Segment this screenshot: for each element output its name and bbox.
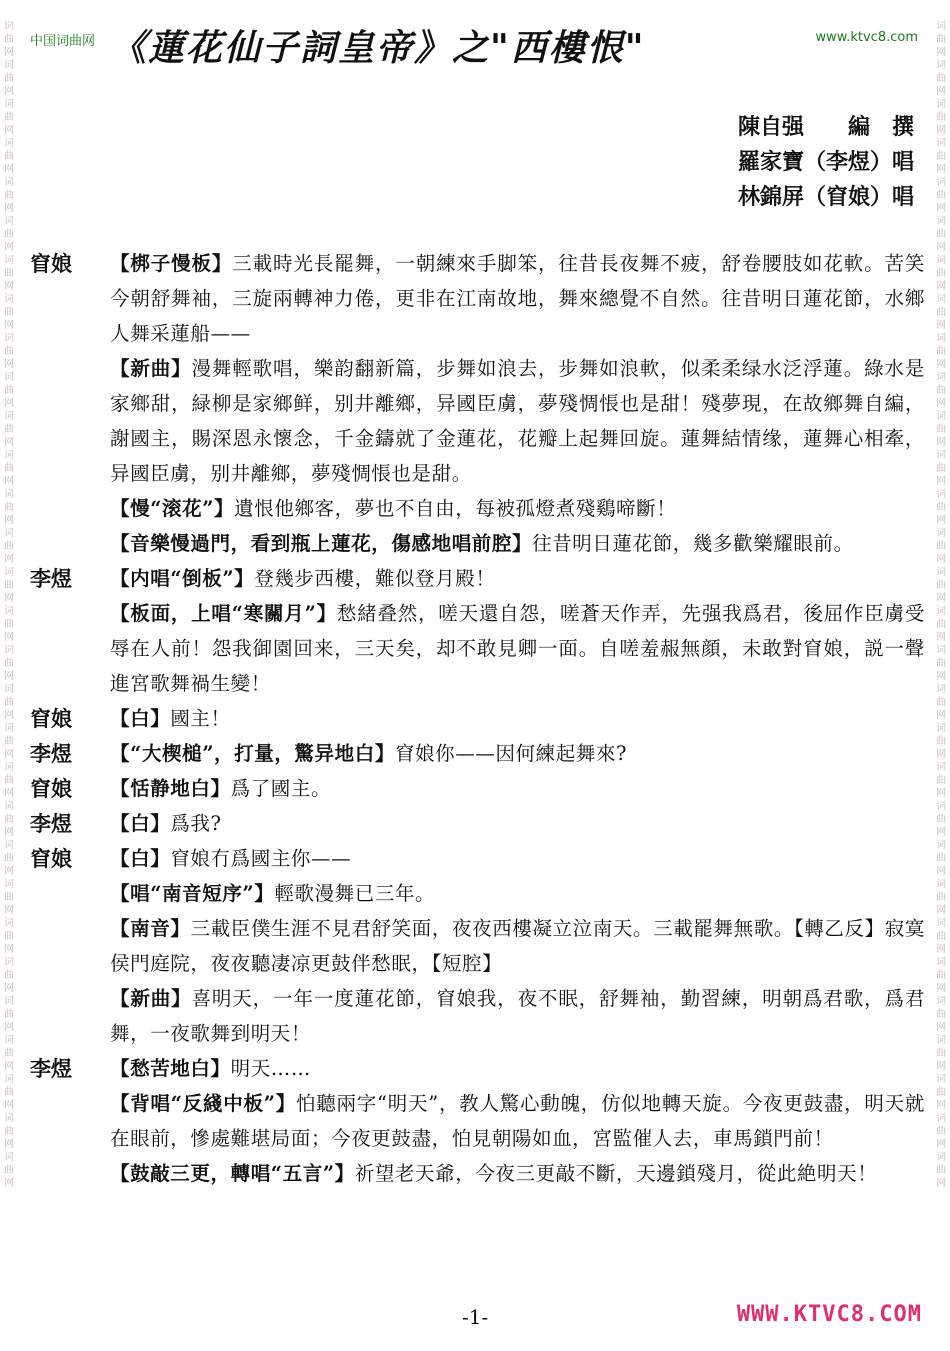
side-watermark-left: 词曲网词曲网词曲网词曲网词曲网词曲网词曲网词曲网词曲网词曲网词曲网词曲网词曲网词曲网词曲网词曲网词曲网词曲网词曲网词曲网词曲网词曲网词曲网词曲网词曲网词曲网词曲网词曲网词曲网词曲网 [4,21,14,1189]
lyric-segment [110,246,925,351]
lyric-segment [110,841,925,876]
dialogue-row [30,701,925,736]
stage-direction-tag: 【梆子慢板】 [110,252,233,275]
lyric-text: 喜明天，一年一度蓮花節，窅娘我，夜不眠，舒舞袖，勤習練，明朝爲君歌，爲君舞，一夜歌舞到明天！ [110,987,925,1045]
credit-author: 陳自强 編 撰 [737,114,914,140]
stage-direction-tag: 【鼓敲三更，轉唱“五言”】 [110,1162,355,1185]
speaker-name: 李煜 [30,566,72,591]
lyric-text: 漫舞輕歌唱，樂韵翻新篇，步舞如浪去，步舞如浪軟，似柔柔绿水泛浮蓮。綠水是家鄉甜，緑柳是家鄉鲜，别井離鄉，异國臣虜，夢殘惆悵也是甜！殘夢現，在故鄉舞自編，謝國主，賜深恩永懷念，千金鑄就了金蓮花，花瓣上起舞回旋。蓮舞結情缘，蓮舞心相牽，异國臣虜，别井離鄉，夢殘惆悵也是甜。 [110,357,925,485]
lyric-segment [110,491,925,526]
dialogue-lines [110,806,925,841]
ktvc8-logo: WWW.KTVC8.COM [736,1302,922,1327]
lyric-text: 輕歌漫舞已三年。 [274,882,436,905]
dialogue-lines [110,771,925,806]
lyric-segment [110,701,925,736]
lyric-text: 明天…… [230,1057,312,1080]
stage-direction-tag: 【恬静地白】 [110,777,231,800]
lyric-text: 爲了國主。 [230,777,332,800]
stage-direction-tag: 【慢“滚花”】 [110,497,235,520]
stage-direction-tag: 【背唱“反綫中板”】 [110,1092,296,1115]
lyric-text: 窅娘冇爲國主你—— [170,847,352,870]
stage-direction-tag: 【新曲】 [110,357,192,380]
lyric-segment [110,736,925,771]
credits-block [738,110,914,215]
speaker-name: 李煜 [30,811,72,836]
lyric-segment [110,771,925,806]
lyric-segment [110,981,925,1051]
stage-direction-tag: 【唱“南音短序”】 [110,882,275,905]
lyric-segment [110,1051,925,1086]
speaker-name: 李煜 [30,741,72,766]
stage-direction-tag: 【愁苦地白】 [110,1057,231,1080]
credit-singer-yao-niang: 林錦屏（窅娘）唱 [737,184,914,210]
script-body [30,246,925,1191]
dialogue-row [30,246,925,561]
lyric-segment [110,911,925,981]
speaker-name: 李煜 [30,1056,72,1081]
site-url-right: www.ktvc8.com [815,30,918,45]
lyric-text: 登幾步西樓，難似登月殿！ [254,567,496,590]
dialogue-row [30,771,925,806]
dialogue-lines [110,561,925,701]
page-title: 《蓮花仙子詞皇帝》之"西樓恨" [110,27,646,69]
stage-direction-tag: 【新曲】 [110,987,192,1010]
stage-direction-tag: 【南音】 [110,917,191,940]
lyric-text: 愁緒叠然，嗟天還自怨，嗟蒼天作弄，先强我爲君，後屈作臣虜受辱在人前！怨我御園回来，三天矣，却不敢見卿一面。自嗟羞赧無顔，未敢對窅娘，説一聲進宮歌舞禍生變！ [110,602,925,695]
lyric-text: 怕聽兩字“明天”，教人驚心動魄，仿似地轉天旋。今夜更鼓盡，明天就在眼前，慘處難堪局面；今夜更鼓盡，怕見朝陽如血，宮監催人去，車馬鎖門前！ [110,1092,925,1150]
dialogue-lines [110,736,925,771]
stage-direction-tag: 【板面，上唱“寒關月”】 [110,602,337,625]
dialogue-lines [110,701,925,736]
dialogue-row [30,806,925,841]
page-number: -1- [462,1305,489,1329]
stage-direction-tag: 【音樂慢過門，看到瓶上蓮花，傷感地唱前腔】 [110,532,533,555]
lyric-text: 爲我? [170,812,222,835]
lyric-segment [110,596,925,701]
site-name-left: 中国词曲网 [30,34,96,49]
dialogue-lines [110,246,925,561]
stage-direction-tag: 【白】 [110,812,171,835]
speaker-name: 窅娘 [30,846,72,871]
lyric-segment [110,1156,925,1191]
speaker-name: 窅娘 [30,706,72,731]
dialogue-lines [110,1051,925,1191]
lyric-segment [110,561,925,596]
stage-direction-tag: 【白】 [110,847,171,870]
credit-singer-li-yu: 羅家寶（李煜）唱 [737,149,914,175]
speaker-name: 窅娘 [30,776,72,801]
side-watermark-right: 词曲网词曲网词曲网词曲网词曲网词曲网词曲网词曲网词曲网词曲网词曲网词曲网词曲网词曲网词曲网词曲网词曲网词曲网词曲网词曲网词曲网词曲网词曲网词曲网词曲网词曲网词曲网词曲网词曲网词曲网 [936,21,946,1189]
lyric-segment [110,351,925,491]
lyric-text: 國主！ [170,707,231,730]
dialogue-row [30,1051,925,1191]
lyric-text: 窅娘你——因何練起舞來? [394,742,628,765]
dialogue-row [30,736,925,771]
stage-direction-tag: 【白】 [110,707,171,730]
lyric-text: 祈望老天爺，今夜三更敲不斷，天邊鎖殘月，從此絶明天！ [354,1162,878,1185]
dialogue-row [30,841,925,1051]
lyric-text: 三載時光長罷舞，一朝練來手脚笨，往昔長夜舞不疲，舒卷腰肢如花軟。苦笑今朝舒舞袖，三旋兩轉神力倦，更非在江南故地，舞來總覺不自然。往昔明日蓮花節，水鄉人舞采蓮船—— [110,252,925,345]
lyric-text: 往昔明日蓮花節，幾多歡樂耀眼前。 [532,532,854,555]
stage-direction-tag: 【内唱“倒板”】 [110,567,255,590]
lyric-segment [110,526,925,561]
lyric-segment [110,876,925,911]
lyric-segment [110,806,925,841]
lyric-text: 三載臣僕生涯不見君舒笑面，夜夜西樓凝立泣南天。三載罷舞無歌。【轉乙反】寂寞侯門庭院，夜夜聽凄凉更鼓伴愁眠，【短腔】 [110,917,925,975]
stage-direction-tag: 【“大楔槌”，打量，驚异地白】 [110,742,395,765]
speaker-name: 窅娘 [30,251,72,276]
dialogue-lines [110,841,925,1051]
dialogue-row [30,561,925,701]
lyric-segment [110,1086,925,1156]
lyric-text: 遺恨他鄉客，夢也不自由，每被孤燈煮殘鷄啼斷！ [234,497,677,520]
